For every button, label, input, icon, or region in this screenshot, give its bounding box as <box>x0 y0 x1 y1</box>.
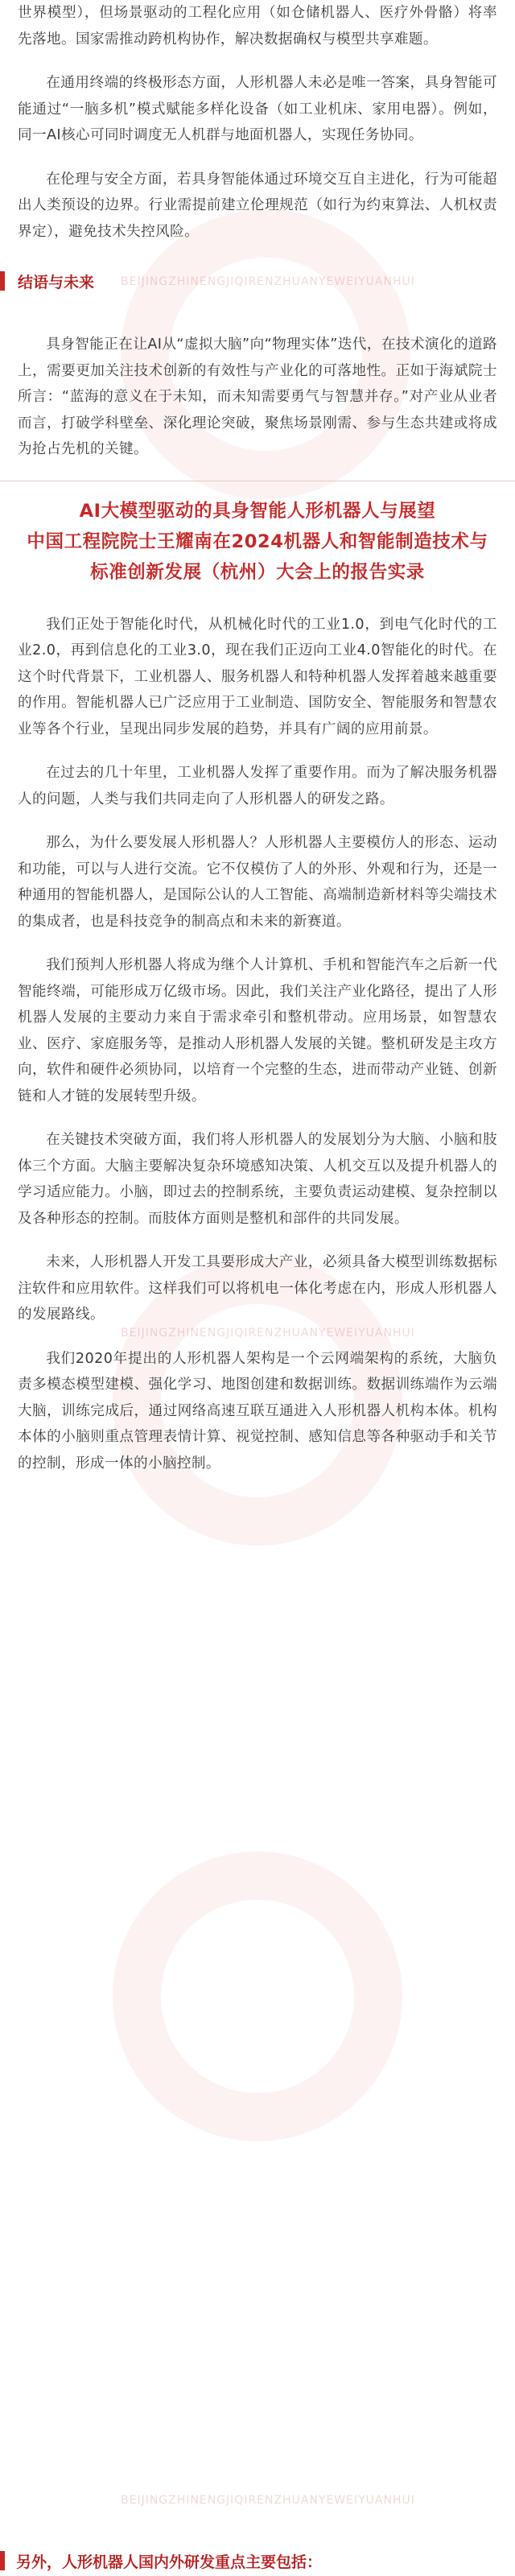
section-heading <box>0 267 497 295</box>
watermark-text: BEIJINGZHINENGJIQIRENZHUANYEWEIYUANHUI <box>121 2494 415 2507</box>
section-heading <box>0 2545 515 2576</box>
paragraph: 世界模型），但场景驱动的工程化应用（如仓储机器人、医疗外骨骼）将率先落地。国家需推动跨机构协作，解决数据确权与模型共享难题。 <box>18 5 497 47</box>
paragraph: 我们预判人形机器人将成为继个人计算机、手机和智能汽车之后新一代智能终端，可能形成万亿级市场。因此，我们关注产业化路径，提出了人形机器人发展的主要动力来自于需求牵引和整机带动。应用场景，如智慧农业、医疗、家庭服务等，是推动人形机器人发展的关键。整机研发是主攻方向，软件和硬件必须协同，以培育一个完整的生态，进而带动产业链、创新链和人才链的发展转型升级。 <box>18 957 497 1104</box>
article-content <box>18 0 497 1494</box>
paragraph: 我们2020年提出的人形机器人架构是一个云网端架构的系统，大脑负责多模态模型建模、强化学习、地图创建和数据训练。数据训练端作为云端大脑，训练完成后，通过网络高速互联互通进入人形机器人机构本体。机构本体的小脑则重点管理表情计算、视觉控制、感知信息等各种驱动手和关节的控制，形成一体的小脑控制。 <box>18 1350 497 1472</box>
paragraph: 在过去的几十年里，工业机器人发挥了重要作用。而为了解决服务机器人的问题，人类与我们共同走向了人形机器人的研发之路。 <box>18 765 497 807</box>
watermark-text: BEIJINGZHINENGJIQIRENZHUANYEWEIYUANHUI <box>121 1327 415 1340</box>
watermark-logo <box>113 1852 402 2141</box>
paragraph: 那么，为什么要发展人形机器人？人形机器人主要模仿人的形态、运动和功能，可以与人进行交流。它不仅模仿了人的外形、外观和行为，还是一种通用的智能机器人，是国际公认的人工智能、高端制造新材料等尖端技术的集成者，也是科技竞争的制高点和未来的新赛道。 <box>18 835 497 930</box>
watermark-text: BEIJINGZHINENGJIQIRENZHUANYEWEIYUANHUI <box>121 275 415 288</box>
paragraph: 我们正处于智能化时代，从机械化时代的工业1.0，到电气化时代的工业2.0，再到信息化的工业3.0，现在我们正迈向工业4.0智能化的时代。在这个时代背景下，工业机器人、服务机器人和特种机器人发挥着越来越重要的作用。智能机器人已广泛应用于工业制造、国防安全、智能服务和智慧农业等各个行业，呈现出同步发展的趋势，并具有广阔的应用前景。 <box>18 616 497 737</box>
paragraph: 在伦理与安全方面，若具身智能体通过环境交互自主进化，行为可能超出人类预设的边界。行业需提前建立伦理规范（如行为约束算法、人机权责界定），避免技术失控风险。 <box>18 171 497 240</box>
section-heading-text: 另外，人形机器人国内外研发重点主要包括： <box>16 2553 323 2571</box>
paragraph: 在通用终端的终极形态方面，人形机器人未必是唯一答案，具身智能可能通过“一脑多机”模式赋能多样化设备（如工业机床、家用电器）。例如，同一AI核心可同时调度无人机群与地面机器人，实现任务协同。 <box>18 75 497 143</box>
heading-accent-bar <box>0 271 5 291</box>
heading-accent-bar <box>0 2551 5 2570</box>
report-title-text: AI大模型驱动的具身智能人形机器人与展望 中国工程院院士王耀南在2024机器人和智能制造技术与标准创新发展（杭州）大会上的报告实录 <box>27 500 488 583</box>
paragraph: 未来，人形机器人开发工具要形成大产业，必须具备大模型训练数据标注软件和应用软件。这样我们可以将机电一体化考虑在内，形成人形机器人的发展路线。 <box>18 1254 497 1323</box>
paragraph: 具身智能正在让AI从“虚拟大脑”向“物理实体”迭代，在技术演化的道路上，需要更加关注技术创新的有效性与产业化的可落地性。正如于海斌院士所言：“蓝海的意义在于未知，而未知需要勇气与智慧并存。”对产业从业者而言，打破学科壁垒、深化理论突破，聚焦场景刚需、参与生态共建或将成为抢占先机的关键。 <box>18 336 497 457</box>
report-title <box>26 496 489 588</box>
section-heading-text: 结语与未来 <box>18 273 95 291</box>
paragraph: 在关键技术突破方面，我们将人形机器人的发展划分为大脑、小脑和肢体三个方面。大脑主要解决复杂环境感知决策、人机交互以及提升机器人的学习适应能力。小脑，即过去的控制系统，主要负责运动建模、复杂控制以及各种形态的控制。而肢体方面则是整机和部件的共同发展。 <box>18 1132 497 1227</box>
